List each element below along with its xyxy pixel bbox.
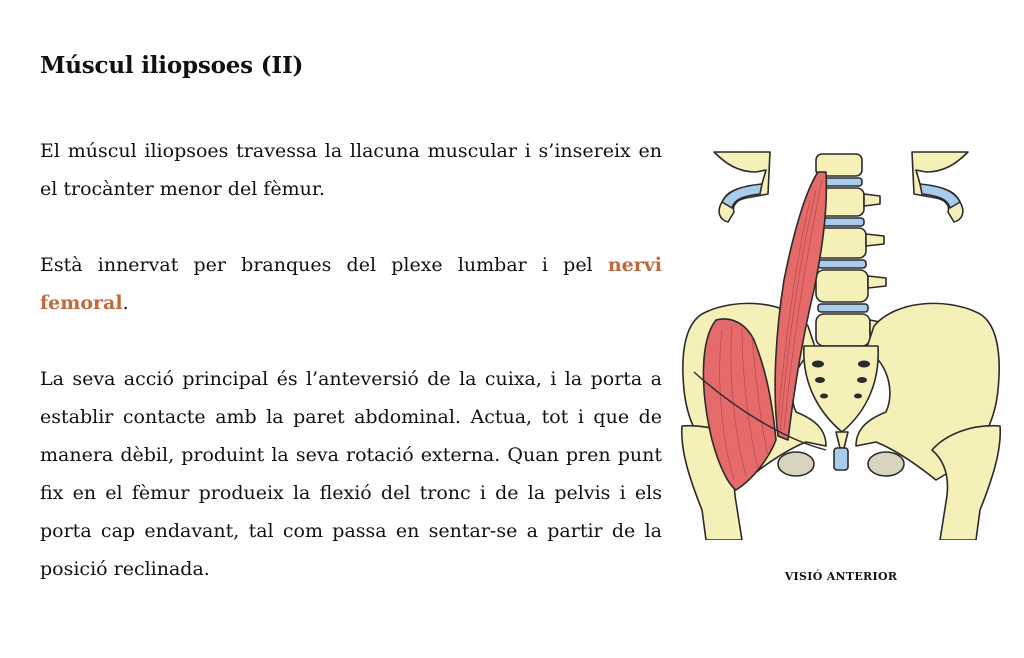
iliopsoas-illustration — [676, 150, 1006, 540]
paragraph-insertion: El múscul iliopsoes travessa la llacuna muscular i s’insereix en el trocànter menor del fèmur. — [40, 140, 662, 200]
nervi-femoral-link[interactable]: nervi femoral — [40, 254, 662, 314]
innervation-period: . — [122, 292, 129, 314]
body-text — [40, 132, 662, 626]
paragraph-innervation — [40, 246, 662, 322]
figure-caption: VISIÓ ANTERIOR — [784, 570, 898, 583]
paragraph-action: La seva acció principal és l’anteversió de la cuixa, i la porta a establir contacte amb la paret abdominal. Actua, tot i que de manera dèbil, produint la seva rotació externa. Quan pren punt fix en el fèmur produeix la flexió del tronc i de la pelvis i els porta cap endavant, tal com passa en sentar-se a partir de la posició reclinada. — [40, 368, 662, 580]
innervation-text: Està innervat per branques del plexe lumbar i pel — [40, 254, 608, 276]
anatomy-svg — [676, 150, 1006, 540]
sacrum — [804, 346, 878, 432]
right-femur — [932, 426, 1000, 540]
page-title: Múscul iliopsoes (II) — [40, 52, 304, 79]
